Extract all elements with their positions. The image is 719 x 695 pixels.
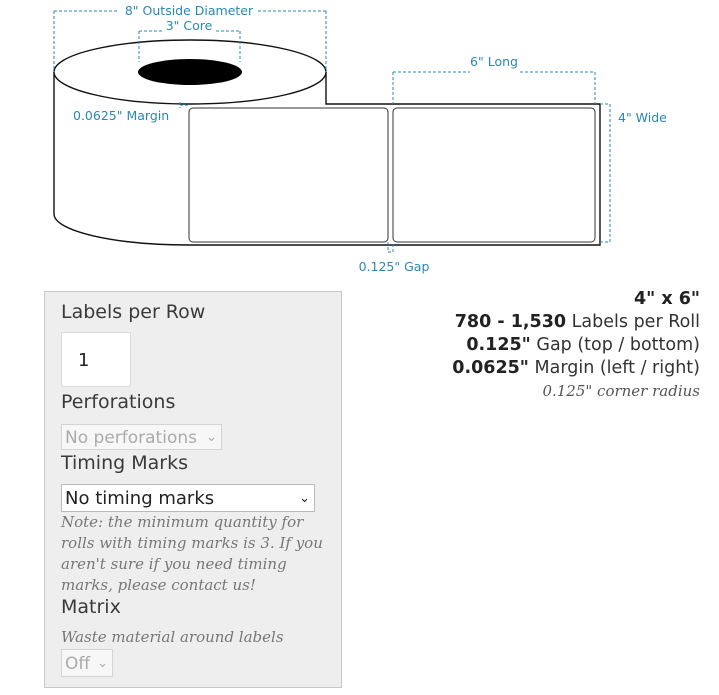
gap-spec: 0.125" Gap (top / bottom) bbox=[466, 335, 700, 355]
label-size: 4" x 6" bbox=[633, 289, 700, 309]
labels-per-row-input[interactable]: 1 bbox=[61, 332, 131, 387]
timing-marks-select[interactable] bbox=[61, 484, 315, 512]
labels-per-row-heading: Labels per Row bbox=[61, 301, 206, 323]
corner-radius-spec: 0.125" corner radius bbox=[542, 382, 700, 400]
gap-label: 0.125" Gap bbox=[358, 259, 430, 274]
width-label: 4" Wide bbox=[618, 110, 667, 125]
labels-per-roll: 780 - 1,530 Labels per Roll bbox=[454, 312, 700, 332]
core-label: 3" Core bbox=[165, 18, 213, 33]
timing-marks-value: No timing marks bbox=[65, 488, 215, 509]
timing-marks-heading: Timing Marks bbox=[61, 452, 188, 474]
label-roll-diagram bbox=[0, 0, 719, 285]
label-specs bbox=[452, 288, 700, 403]
label-2 bbox=[393, 108, 595, 242]
outside-diameter-label: 8" Outside Diameter bbox=[124, 3, 254, 18]
matrix-value: Off bbox=[65, 654, 91, 674]
chevron-down-icon: ⌄ bbox=[299, 491, 310, 506]
matrix-select[interactable] bbox=[61, 649, 113, 677]
chevron-down-icon: ⌄ bbox=[206, 430, 217, 445]
length-label: 6" Long bbox=[470, 54, 518, 69]
perforations-select[interactable] bbox=[61, 424, 222, 450]
margin-spec: 0.0625" Margin (left / right) bbox=[452, 358, 700, 378]
roll-core-hole bbox=[138, 59, 242, 85]
options-panel bbox=[44, 291, 342, 688]
perforations-heading: Perforations bbox=[61, 391, 176, 413]
matrix-note: Waste material around labels bbox=[61, 628, 284, 646]
margin-label: 0.0625" Margin bbox=[73, 108, 170, 123]
perforations-value: No perforations bbox=[65, 428, 197, 448]
timing-marks-note: Note: the minimum quantity for rolls with timing marks is 3. If you aren't sure if you need timing marks, please contact us! bbox=[61, 513, 323, 594]
matrix-heading: Matrix bbox=[61, 596, 121, 618]
label-1 bbox=[189, 108, 388, 242]
chevron-down-icon: ⌄ bbox=[97, 656, 108, 671]
